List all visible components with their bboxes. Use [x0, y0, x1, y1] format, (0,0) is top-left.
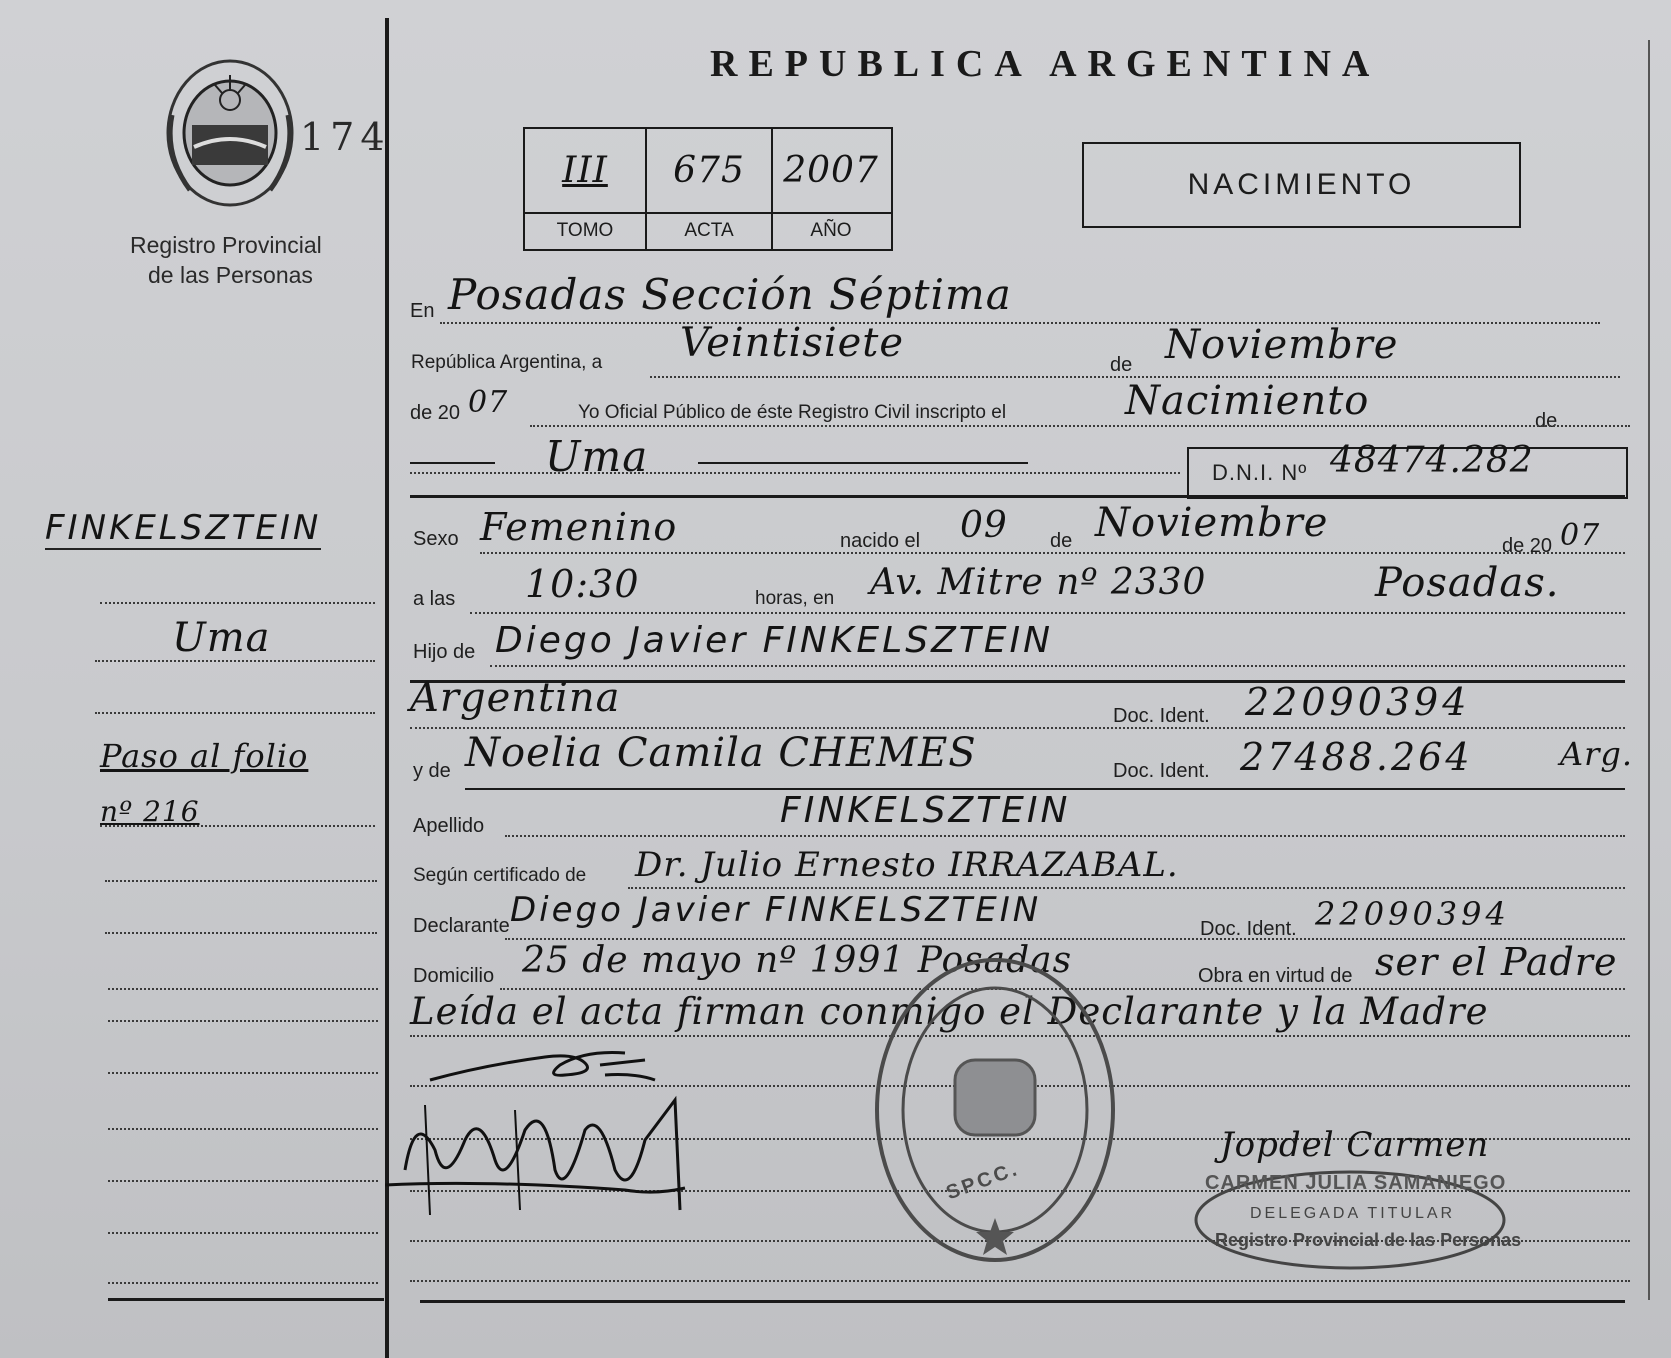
place-value: Posadas Sección Séptima — [448, 270, 1012, 319]
inscription-value: Nacimiento — [1125, 378, 1370, 424]
de-label: de — [1110, 354, 1133, 376]
name-underline-stroke — [410, 462, 495, 464]
doctor-value: Dr. Julio Ernesto IRRAZABAL. — [635, 845, 1179, 885]
section-rule — [410, 495, 1625, 498]
form-bottom-rule — [420, 1300, 1625, 1303]
alas-label: a las — [413, 588, 456, 610]
round-stamp-inner-text: SPCC. — [943, 1157, 1023, 1205]
en-label: En — [410, 300, 435, 322]
declarante-doc-value: 22090394 — [1315, 895, 1510, 933]
segun-label: Según certificado de — [413, 865, 587, 886]
domicilio-value: 25 de mayo nº 1991 Posadas — [522, 940, 1073, 981]
birth-day-value: 09 — [960, 505, 1008, 546]
dni-label: D.N.I. Nº — [1212, 460, 1308, 485]
margin-surname: FINKELSZTEIN — [45, 508, 322, 548]
form-line — [490, 665, 1625, 667]
margin-note-line1: Paso al folio — [100, 737, 309, 775]
hijo-label: Hijo de — [413, 641, 476, 663]
margin-line — [105, 932, 377, 934]
acta-value: 675 — [673, 149, 745, 191]
year-prefix-label: de 20 — [410, 402, 461, 424]
margin-given-name: Uma — [172, 615, 271, 661]
month-value: Noviembre — [1165, 322, 1399, 368]
dni-value: 48474.282 — [1330, 440, 1534, 481]
official-signature-value: Jopdel Carmen — [1220, 1125, 1490, 1165]
apellido-label: Apellido — [413, 815, 485, 837]
margin-line — [100, 825, 375, 827]
official-role: DELEGADA TITULAR — [1250, 1205, 1456, 1222]
form-line — [410, 472, 1180, 474]
birth-month-value: Noviembre — [1095, 500, 1329, 546]
day-written-value: Veintisiete — [680, 320, 905, 366]
provincial-seal-icon — [160, 55, 300, 210]
declarante-doc-label: Doc. Ident. — [1200, 918, 1297, 940]
country-title: REPUBLICA ARGENTINA — [710, 43, 1381, 85]
form-line — [440, 322, 1600, 324]
father-doc-label: Doc. Ident. — [1113, 705, 1210, 727]
obra-label: Obra en virtud de — [1198, 965, 1353, 987]
apellido-value: FINKELSZTEIN — [780, 790, 1071, 831]
form-line — [480, 552, 1625, 554]
anio-value: 2007 — [783, 149, 879, 191]
margin-line — [108, 1180, 378, 1182]
de-label-2: de — [1535, 410, 1558, 432]
father-nationality-value: Argentina — [410, 675, 621, 721]
oficial-label: Yo Oficial Público de éste Registro Civil inscripto el — [578, 402, 1007, 423]
mother-doc-value: 27488.264 — [1240, 735, 1473, 779]
name-underline-stroke — [698, 462, 1028, 464]
republica-label: República Argentina, a — [411, 352, 603, 373]
yde-label: y de — [413, 760, 451, 782]
declarante-value: Diego Javier FINKELSZTEIN — [510, 890, 1042, 930]
margin-line — [108, 1232, 378, 1234]
margin-line — [108, 1128, 378, 1130]
margin-line — [108, 988, 378, 990]
round-official-stamp-icon — [870, 950, 1120, 1270]
registry-name-line1: Registro Provincial — [130, 232, 322, 258]
margin-note-line2: nº 216 — [100, 795, 200, 828]
mother-value: Noelia Camila CHEMES — [465, 730, 977, 776]
city-value: Posadas. — [1375, 560, 1560, 606]
domicilio-label: Domicilio — [413, 965, 495, 987]
margin-line — [108, 1020, 378, 1022]
de-label-3: de — [1050, 530, 1073, 552]
margin-line — [95, 712, 375, 714]
address-value: Av. Mitre nº 2330 — [870, 562, 1207, 603]
sexo-value: Femenino — [480, 505, 678, 549]
sexo-label: Sexo — [413, 528, 459, 550]
parent-signature-top — [425, 1035, 685, 1095]
form-line — [410, 1280, 1630, 1282]
year-suffix-value: 07 — [468, 385, 509, 420]
mother-doc-label: Doc. Ident. — [1113, 760, 1210, 782]
parent-signature-bottom — [385, 1090, 695, 1220]
form-line — [628, 887, 1625, 889]
mother-nationality-value: Arg. — [1560, 735, 1634, 773]
nacido-label: nacido el — [840, 530, 921, 552]
hour-value: 10:30 — [525, 562, 640, 606]
birth-year-suffix-value: 07 — [1560, 518, 1601, 553]
form-line — [530, 425, 1630, 427]
official-name: CARMEN JULIA SAMANIEGO — [1205, 1172, 1507, 1194]
right-edge-line — [1648, 40, 1650, 1300]
obra-value: ser el Padre — [1375, 940, 1618, 984]
official-registry: Registro Provincial de las Personas — [1215, 1230, 1522, 1250]
horas-label: horas, en — [755, 588, 835, 609]
tomo-value: III — [562, 149, 608, 191]
form-line — [505, 835, 1625, 837]
form-line — [410, 727, 1625, 729]
tomo-label: TOMO — [556, 219, 614, 241]
margin-line — [105, 880, 377, 882]
margin-line — [108, 1282, 378, 1284]
margin-line — [108, 1072, 378, 1074]
margin-line — [95, 660, 375, 662]
declarante-label: Declarante — [413, 915, 510, 937]
name-value: Uma — [545, 432, 649, 481]
anio-label: AÑO — [810, 219, 852, 241]
closing-value: Leída el acta firman conmigo el Declarante y la Madre — [410, 990, 1489, 1033]
folio-number: 174 — [300, 115, 391, 159]
father-value: Diego Javier FINKELSZTEIN — [495, 620, 1054, 661]
act-type-box — [1082, 142, 1521, 228]
margin-line — [100, 602, 375, 604]
margin-bottom-rule — [108, 1298, 384, 1301]
act-type-label: NACIMIENTO — [1187, 168, 1416, 201]
father-doc-value: 22090394 — [1245, 680, 1471, 724]
registry-name-line2: de las Personas — [148, 262, 313, 288]
acta-label: ACTA — [684, 219, 734, 241]
form-line — [470, 612, 1625, 614]
de20-label: de 20 — [1502, 535, 1553, 557]
